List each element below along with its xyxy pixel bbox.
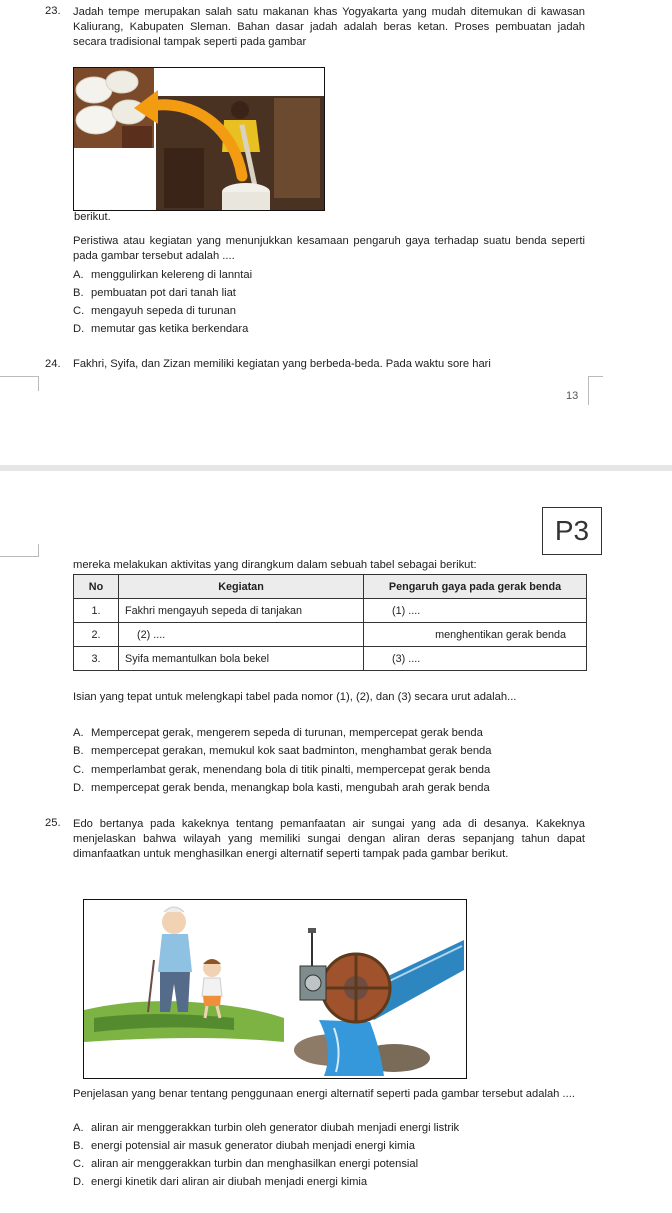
- table-header-row: [74, 575, 587, 599]
- q25-number: 25.: [45, 817, 61, 829]
- q24-number: 24.: [45, 358, 61, 370]
- q25-text: Edo bertanya pada kakeknya tentang pemanfaatan air sungai yang ada di desanya. Kakeknya menjelaskan bahwa wilayah yang memiliki sungai dengan aliran deras sepanjang tahun dapat dimanfaatkan untuk menghasilkan energi alternatif seperti tampak pada gambar berikut.: [73, 818, 585, 860]
- antenna-top: [308, 928, 316, 933]
- grandfather-shirt: [158, 934, 192, 972]
- q24-intro: Fakhri, Syifa, dan Zizan memiliki kegiatan yang berbeda-beda. Pada waktu sore hari: [73, 358, 491, 370]
- table-row: [74, 599, 587, 623]
- shadow-area: [164, 148, 204, 208]
- q23-after-image: berikut.: [74, 211, 111, 223]
- q23-text: Jadah tempe merupakan salah satu makanan khas Yogyakarta yang mudah ditemukan di kawasan Kaliurang, Kabupaten Sleman. Bahan dasar jadah adalah beras ketan. Proses pembuatan jadah secara tradisional tampak seperti pada gambar: [73, 6, 585, 48]
- q23-option-a: A. menggulirkan kelereng di lanntai: [73, 269, 253, 281]
- q23-option-d: D. memutar gas ketika berkendara: [73, 323, 249, 335]
- cell-pengaruh: (1) ....: [364, 599, 587, 623]
- grandfather-head: [162, 910, 186, 934]
- mortar: [222, 192, 270, 210]
- cell-no: 3.: [74, 647, 119, 671]
- jadah-cake: [106, 71, 138, 93]
- header-kegiatan: Kegiatan: [119, 575, 364, 599]
- table-row: [74, 623, 587, 647]
- waterfall: [319, 1020, 384, 1076]
- q23-image: [73, 67, 325, 223]
- cell-no: 1.: [74, 599, 119, 623]
- q23-number: 23.: [45, 5, 61, 17]
- section-label: P3: [554, 515, 590, 546]
- q24-option-d: D. mempercepat gerak benda, menangkap bola kasti, mengubah arah gerak benda: [73, 782, 490, 794]
- q25-option-b: B. energi potensial air masuk generator diubah menjadi energi kimia: [73, 1140, 416, 1152]
- q24-question: Isian yang tepat untuk melengkapi tabel pada nomor (1), (2), dan (3) secara urut adalah...: [73, 691, 517, 703]
- q24-option-a: A. Mempercepat gerak, mengerem sepeda di turunan, mempercepat gerak benda: [73, 727, 483, 739]
- jadah-making-illustration: [74, 68, 324, 210]
- boy-leg: [205, 1006, 207, 1018]
- wooden-shelf: [274, 98, 320, 198]
- q25-question: Penjelasan yang benar tentang penggunaan energi alternatif seperti pada gambar tersebut adalah ....: [73, 1088, 575, 1100]
- cell-kegiatan: Fakhri mengayuh sepeda di tanjakan: [119, 599, 364, 623]
- q23-option-c: C. mengayuh sepeda di turunan: [73, 305, 236, 317]
- cell-no: 2.: [74, 623, 119, 647]
- boy-shorts: [203, 996, 221, 1006]
- blank-area: [74, 152, 156, 210]
- crop-mark-right: [588, 376, 603, 405]
- q23-option-b: B. pembuatan pot dari tanah liat: [73, 287, 236, 299]
- cell-kegiatan: Syifa memantulkan bola bekel: [119, 647, 364, 671]
- jadah-cake: [76, 106, 116, 134]
- table-row: [74, 647, 587, 671]
- q25-image: [83, 899, 467, 1079]
- page-break: [0, 465, 672, 471]
- crop-mark-left-2: [0, 544, 39, 557]
- tempe-bacem: [122, 126, 152, 148]
- watermill-illustration: [84, 900, 466, 1078]
- cell-pengaruh: menghentikan gerak benda: [364, 623, 587, 647]
- header-pengaruh: Pengaruh gaya pada gerak benda: [364, 575, 587, 599]
- q23-question: Peristiwa atau kegiatan yang menunjukkan kesamaan pengaruh gaya terhadap suatu benda seperti pada gambar tersebut adalah ....: [73, 235, 585, 262]
- q24-option-b: B. mempercepat gerakan, memukul kok saat badminton, menghambat gerak benda: [73, 745, 492, 757]
- q25-option-a: A. aliran air menggerakkan turbin oleh generator diubah menjadi energi listrik: [73, 1122, 460, 1134]
- cell-pengaruh: (3) ....: [364, 647, 587, 671]
- grandfather-hair: [164, 907, 184, 912]
- q24-table: [73, 574, 587, 671]
- cell-kegiatan: (2) ....: [119, 623, 364, 647]
- q25-option-c: C. aliran air menggerakkan turbin dan menghasilkan energi potensial: [73, 1158, 419, 1170]
- section-label-box: [542, 507, 602, 555]
- crop-mark-left: [0, 376, 39, 391]
- generator-gauge: [305, 975, 321, 991]
- boy-hair: [203, 959, 221, 964]
- q24-option-c: C. memperlambat gerak, menendang bola di titik pinalti, mempercepat gerak benda: [73, 764, 491, 776]
- man-head: [231, 101, 249, 119]
- q25-option-d: D. energi kinetik dari aliran air diubah menjadi energi kimia: [73, 1176, 368, 1188]
- page-number: 13: [566, 390, 579, 402]
- boy-shirt: [202, 978, 222, 996]
- q24-continued: mereka melakukan aktivitas yang dirangkum dalam sebuah tabel sebagai berikut:: [73, 559, 477, 571]
- header-no: No: [74, 575, 119, 599]
